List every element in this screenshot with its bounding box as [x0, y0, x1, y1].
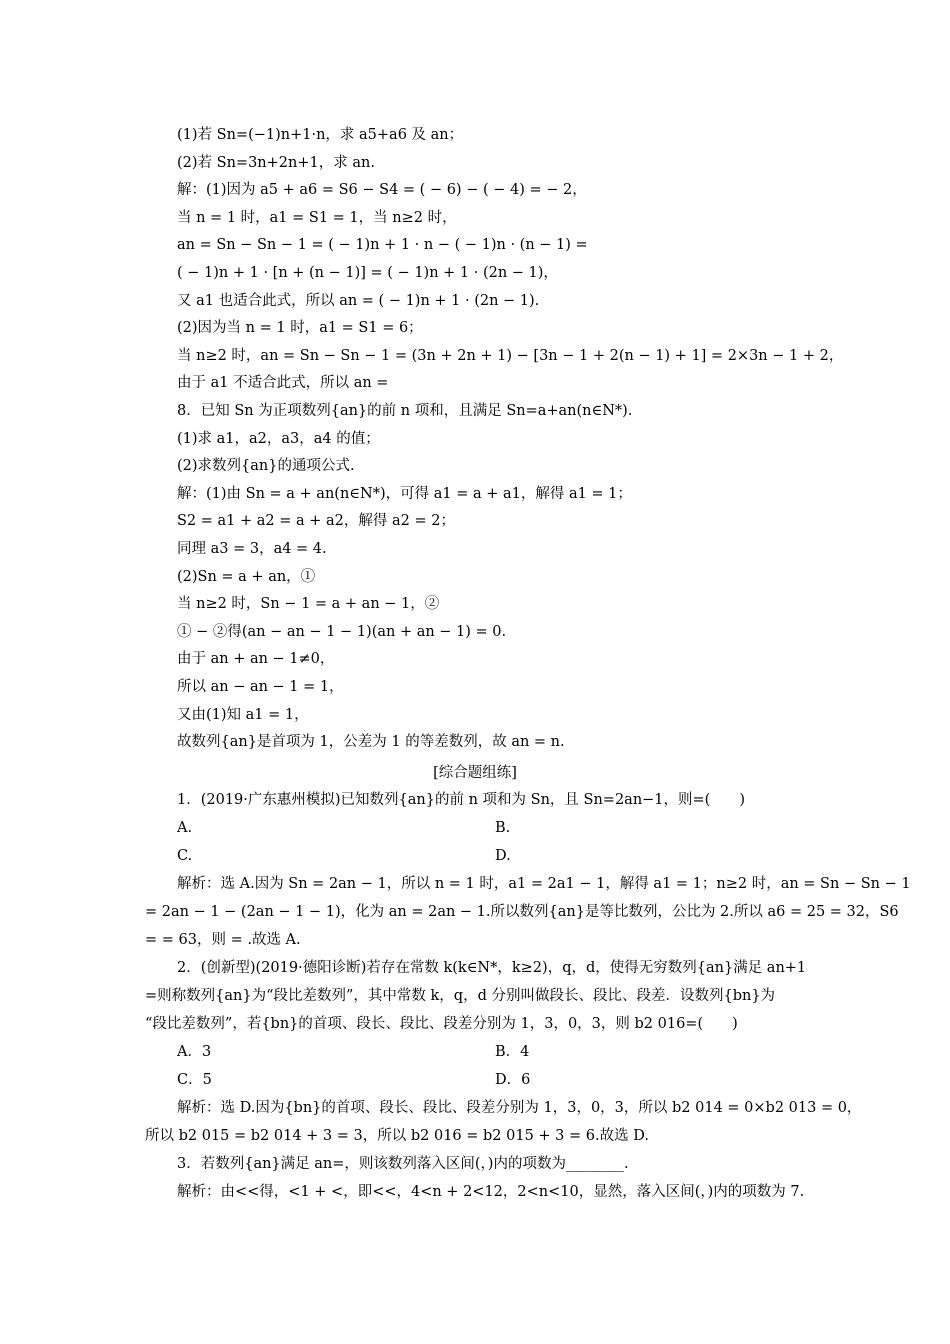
text-line: 当 n = 1 时，a1 = S1 = 1，当 n≥2 时，: [177, 210, 457, 226]
q2-stem-line-3: “段比差数列”，若{bn}的首项、段长、段比、段差分别为 1，3，0，3，则 b2 016=( ): [145, 1016, 738, 1032]
text-line: 8．已知 Sn 为正项数列{an}的前 n 项和，且满足 Sn=a+an(n∈N*).: [177, 403, 633, 419]
q2-solution-line-1: 解析：选 D.因为{bn}的首项、段长、段比、段差分别为 1，3，0，3，所以 b2 014 = 0×b2 013 = 0，: [177, 1100, 862, 1116]
text-line: 同理 a3 = 3，a4 = 4.: [177, 541, 327, 557]
q1-stem: 1．(2019·广东惠州模拟)已知数列{an}的前 n 项和为 Sn，且 Sn=2an−1，则=( ): [177, 792, 745, 808]
q2-option-a: A．3: [177, 1044, 212, 1060]
q2-option-b: B．4: [495, 1044, 530, 1060]
text-line: S2 = a1 + a2 = a + a2，解得 a2 = 2；: [177, 513, 455, 529]
text-line: (2)求数列{an}的通项公式.: [177, 458, 355, 474]
text-line: 解：(1)由 Sn = a + an(n∈N*)，可得 a1 = a + a1，解得 a1 = 1；: [177, 486, 632, 502]
text-line: ( − 1)n + 1 · [n + (n − 1)] = ( − 1)n + 1 · (2n − 1)，: [177, 265, 558, 281]
q1-option-a: A.: [177, 820, 193, 836]
text-line: (1)若 Sn=(−1)n+1·n，求 a5+a6 及 an；: [177, 127, 464, 143]
text-line: (2)因为当 n = 1 时，a1 = S1 = 6；: [177, 320, 423, 336]
text-line: 又由(1)知 a1 = 1，: [177, 707, 309, 723]
text-line: (2)若 Sn=3n+2n+1，求 an.: [177, 155, 375, 171]
q2-solution-line-2: 所以 b2 015 = b2 014 + 3 = 3，所以 b2 016 = b2 015 + 3 = 6.故选 D.: [145, 1128, 649, 1144]
q2-stem-line-1: 2．(创新型)(2019·德阳诊断)若存在常数 k(k∈N*，k≥2)，q，d，使得无穷数列{an}满足 an+1: [177, 960, 807, 976]
q1-solution-line-3: = = 63，则 = .故选 A.: [145, 932, 301, 948]
text-line: 又 a1 也适合此式，所以 an = ( − 1)n + 1 · (2n − 1).: [177, 293, 540, 309]
text-line: 故数列{an}是首项为 1，公差为 1 的等差数列，故 an = n.: [177, 734, 565, 750]
q3-stem: 3．若数列{an}满足 an=，则该数列落入区间(，)内的项数为________.: [177, 1156, 629, 1172]
q1-solution-line-2: = 2an − 1 − (2an − 1 − 1)，化为 an = 2an − 1.所以数列{an}是等比数列，公比为 2.所以 a6 = 25 = 32，S6: [145, 904, 899, 920]
q2-option-d: D．6: [495, 1072, 531, 1088]
q1-option-b: B.: [495, 820, 511, 836]
q1-solution-line-1: 解析：选 A.因为 Sn = 2an − 1，所以 n = 1 时，a1 = 2a1 − 1，解得 a1 = 1；n≥2 时，an = Sn − Sn − 1: [177, 876, 911, 892]
text-line: 当 n≥2 时，Sn − 1 = a + an − 1，②: [177, 596, 440, 612]
q1-option-c: C.: [177, 848, 193, 864]
q2-option-c: C．5: [177, 1072, 212, 1088]
q1-option-d: D.: [495, 848, 511, 864]
text-line: 由于 a1 不适合此式，所以 an =: [177, 375, 389, 391]
text-line: 解：(1)因为 a5 + a6 = S6 − S4 = ( − 6) − ( − 4) = − 2，: [177, 182, 587, 198]
text-line: 当 n≥2 时，an = Sn − Sn − 1 = (3n + 2n + 1) − [3n − 1 + 2(n − 1) + 1] = 2×3n − 1 + 2，: [177, 348, 844, 364]
text-line: an = Sn − Sn − 1 = ( − 1)n + 1 · n − ( − 1)n · (n − 1) =: [177, 237, 588, 253]
q3-solution: 解析：由<<得，<1 + <，即<<，4<n + 2<12，2<n<10，显然，落入区间(，)内的项数为 7.: [177, 1184, 805, 1200]
text-line: ① − ②得(an − an − 1 − 1)(an + an − 1) = 0.: [177, 624, 507, 640]
text-line: (1)求 a1，a2，a3，a4 的值；: [177, 431, 380, 447]
section-heading: [综合题组练]: [433, 765, 517, 781]
text-line: (2)Sn = a + an，①: [177, 569, 316, 585]
text-line: 由于 an + an − 1≠0，: [177, 651, 335, 667]
text-line: 所以 an − an − 1 = 1，: [177, 679, 344, 695]
q2-stem-line-2: =则称数列{an}为“段比差数列”，其中常数 k，q，d 分别叫做段长、段比、段差．设数列{bn}为: [145, 988, 776, 1004]
